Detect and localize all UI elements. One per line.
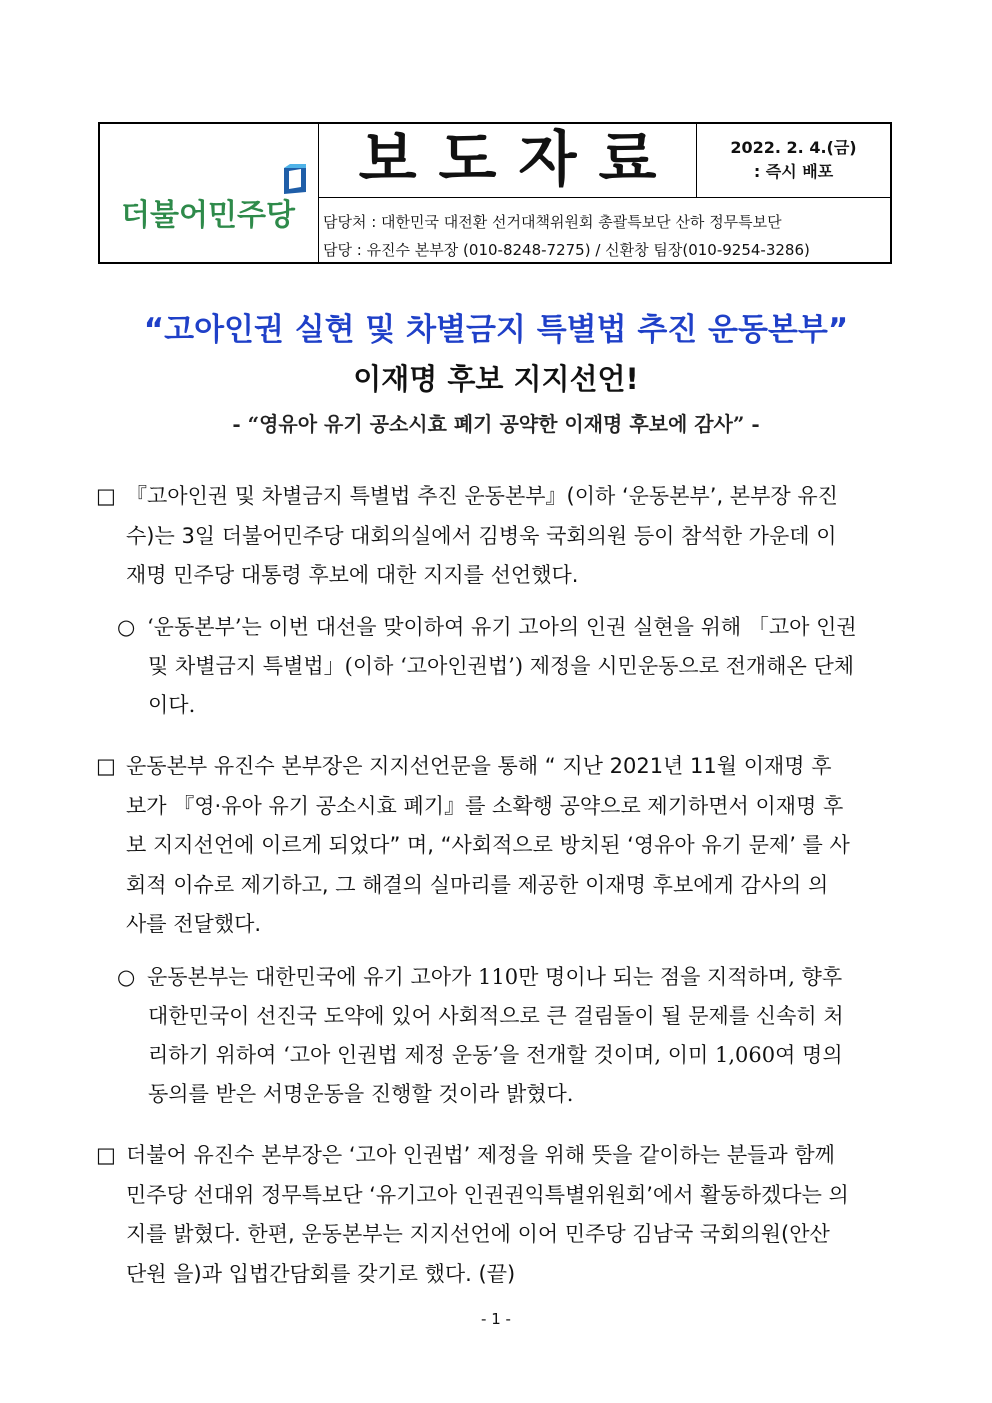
checkbox-bullet-icon: □	[96, 1143, 116, 1167]
paragraph-3	[96, 1136, 896, 1294]
paragraph-line: 보 지지선언에 이르게 되었다” 며, “사회적으로 방치된 ‘영유아 유기 문제’ 를 사	[126, 833, 850, 857]
checkbox-bullet-icon: □	[96, 754, 116, 778]
paragraph-line: 보가 『영·유아 유기 공소시효 폐기』를 소확행 공약으로 제기하면서 이재명 후	[126, 793, 844, 818]
contact-department: 담당처 : 대한민국 대전환 선거대책위원회 총괄특보단 산하 정무특보단	[323, 213, 782, 231]
date-cell	[697, 124, 890, 198]
release-date: 2022. 2. 4.(금)	[730, 138, 857, 157]
paragraph-line: 단원 을)과 입법간담회를 갖기로 했다. (끝)	[126, 1261, 516, 1286]
headline-second: 이재명 후보 지지선언!	[353, 362, 639, 396]
party-logo-text: 더불어민주당	[121, 198, 295, 233]
paragraph-line: 및 차별금지 특별법」(이하 ‘고아인권법’) 제정을 시민운동으로 전개해온 단체	[148, 654, 855, 678]
paragraph-line: 리하기 위하여 ‘고아 인권법 제정 운동’을 전개할 것이며, 이미 1,060여 명의	[148, 1043, 843, 1067]
press-release-title: 보도자료	[358, 125, 679, 195]
checkbox-bullet-icon: □	[96, 484, 116, 508]
circle-bullet-icon: ○	[117, 615, 136, 639]
press-release-header	[98, 122, 892, 264]
paragraph-line: 이다.	[148, 693, 196, 717]
circle-bullet-icon: ○	[117, 965, 136, 989]
release-timing: : 즉시 배포	[753, 162, 834, 181]
title-cell	[319, 124, 697, 198]
paragraph-line: 회적 이슈로 제기하고, 그 해결의 실마리를 제공한 이재명 후보에게 감사의 의	[126, 872, 829, 897]
headline-main: “고아인권 실현 및 차별금지 특별법 추진 운동본부”	[143, 312, 849, 348]
paragraph-line: 민주당 선대위 정무특보단 ‘유기고아 인권권익특별위원회’에서 활동하겠다는 의	[126, 1182, 849, 1207]
contact-cell	[319, 198, 890, 262]
paragraph-line: ○ 운동본부는 대한민국에 유기 고아가 110만 명이나 되는 점을 지적하며, 향후	[117, 958, 896, 997]
sub-paragraph-1	[117, 608, 896, 725]
paragraph-line: □ 운동본부 유진수 본부장은 지지선언문을 통해 “ 지난 2021년 11월 이재명 후	[96, 747, 896, 787]
paragraph-2	[96, 747, 896, 945]
paragraph-line: □ 더불어 유진수 본부장은 ‘고아 인권법’ 제정을 위해 뜻을 같이하는 분들과 함께	[96, 1136, 896, 1176]
paragraph-line: 수)는 3일 더불어민주당 대회의실에서 김병욱 국회의원 등이 참석한 가운데 이	[126, 523, 837, 548]
paragraph-line: □ 『고아인권 및 차별금지 특별법 추진 운동본부』(이하 ‘운동본부’, 본부장 유진	[96, 477, 896, 517]
paragraph-line: 재명 민주당 대통령 후보에 대한 지지를 선언했다.	[126, 563, 579, 587]
paragraph-line: 대한민국이 선진국 도약에 있어 사회적으로 큰 걸림돌이 될 문제를 신속히 처	[148, 1004, 844, 1028]
headline-subtitle: - “영유아 유기 공소시효 폐기 공약한 이재명 후보에 감사” -	[232, 412, 760, 436]
logo-cell	[100, 124, 319, 262]
paragraph-line: ○ ‘운동본부’는 이번 대선을 맞이하여 유기 고아의 인권 실현을 위해 「고아 인권	[117, 608, 896, 647]
contact-persons: 담당 : 유진수 본부장 (010-8248-7275) / 신환창 팀장(010-9254-3286)	[323, 241, 810, 259]
sub-paragraph-2	[117, 958, 896, 1114]
page-number: - 1 -	[481, 1310, 511, 1328]
paragraph-line: 동의를 받은 서명운동을 진행할 것이라 밝혔다.	[148, 1082, 574, 1106]
paragraph-line: 사를 전달했다.	[126, 912, 262, 936]
paragraph-1	[96, 477, 896, 596]
paragraph-line: 지를 밝혔다. 한편, 운동본부는 지지선언에 이어 민주당 김남국 국회의원(안산	[126, 1222, 830, 1246]
